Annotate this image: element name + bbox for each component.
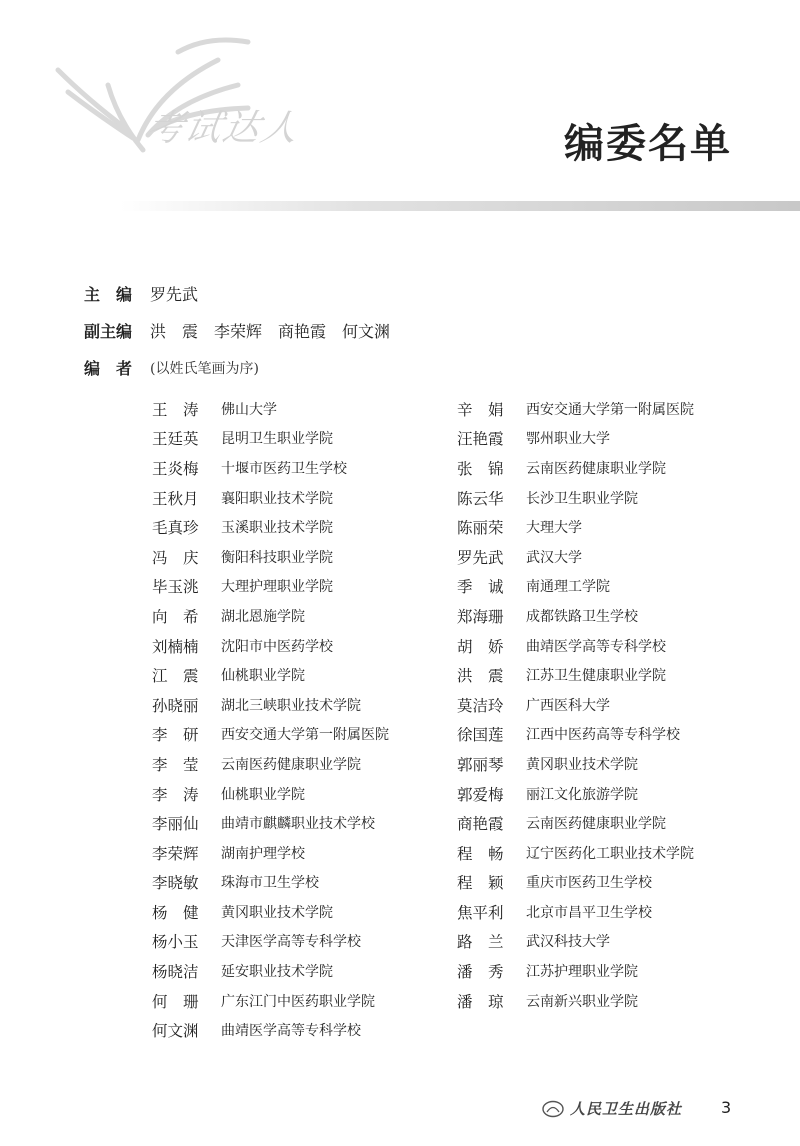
chief-editor-name: 罗先武	[150, 285, 199, 304]
members-left-column	[152, 394, 389, 1045]
members-right-column	[457, 394, 694, 1015]
member-row	[457, 690, 694, 720]
member-name: 潘 琼	[457, 992, 504, 1011]
member-org: 西安交通大学第一附属医院	[526, 401, 694, 418]
member-row	[152, 572, 389, 602]
member-org: 曲靖医学高等专科学校	[221, 1023, 361, 1040]
member-row	[457, 483, 694, 513]
member-org: 长沙卫生职业学院	[526, 490, 638, 507]
member-name: 郭丽琴	[457, 755, 504, 774]
member-name: 何文渊	[152, 1022, 199, 1041]
page-title: 编委名单	[564, 121, 732, 167]
authors-row	[84, 359, 259, 379]
member-org: 广东江门中医药职业学院	[221, 993, 375, 1010]
member-org: 云南医药健康职业学院	[526, 460, 666, 477]
member-org: 南通理工学院	[526, 579, 610, 596]
deputy-editors-label: 副主编	[84, 322, 133, 341]
member-row	[152, 660, 389, 690]
header-divider-bar	[120, 201, 800, 211]
member-name: 李 涛	[152, 785, 199, 804]
publisher-name: 人民卫生出版社	[570, 1100, 683, 1118]
member-name: 王 涛	[152, 400, 199, 419]
member-name: 李荣辉	[152, 844, 199, 863]
member-row	[457, 868, 694, 898]
member-row	[152, 808, 389, 838]
member-org: 仙桃职业学院	[221, 668, 305, 685]
member-name: 徐国莲	[457, 726, 504, 745]
member-row	[457, 897, 694, 927]
chief-editor-names	[150, 285, 198, 305]
deputy-editor-name: 商艳霞	[278, 322, 327, 341]
member-org: 大理大学	[526, 520, 582, 537]
member-name: 商艳霞	[457, 815, 504, 834]
member-row	[457, 542, 694, 572]
member-name: 陈丽荣	[457, 519, 504, 538]
member-row	[457, 453, 694, 483]
member-row	[457, 779, 694, 809]
member-name: 王秋月	[152, 489, 199, 508]
member-org: 广西医科大学	[526, 697, 610, 714]
member-org: 大理护理职业学院	[221, 579, 333, 596]
member-name: 孙晓丽	[152, 696, 199, 715]
member-org: 江西中医药高等专科学校	[526, 727, 680, 744]
member-name: 潘 秀	[457, 963, 504, 982]
member-row	[457, 808, 694, 838]
member-row	[152, 690, 389, 720]
member-row	[152, 897, 389, 927]
member-org: 佛山大学	[221, 401, 277, 418]
member-row	[152, 749, 389, 779]
member-row	[457, 424, 694, 454]
member-row	[152, 838, 389, 868]
member-org: 西安交通大学第一附属医院	[221, 727, 389, 744]
member-name: 路 兰	[457, 933, 504, 952]
member-row	[152, 779, 389, 809]
authors-label: 编 者	[84, 359, 133, 378]
member-org: 黄冈职业技术学院	[526, 756, 638, 773]
deputy-editor-name: 李荣辉	[214, 322, 263, 341]
member-name: 冯 庆	[152, 548, 199, 567]
member-name: 江 震	[152, 667, 199, 686]
member-org: 武汉大学	[526, 549, 582, 566]
member-row	[152, 424, 389, 454]
page-number: 3	[721, 1098, 732, 1117]
member-name: 李 研	[152, 726, 199, 745]
member-name: 洪 震	[457, 667, 504, 686]
member-org: 延安职业技术学院	[221, 964, 333, 981]
member-name: 程 畅	[457, 844, 504, 863]
member-name: 陈云华	[457, 489, 504, 508]
member-row	[457, 572, 694, 602]
member-org: 襄阳职业技术学院	[221, 490, 333, 507]
member-row	[457, 601, 694, 631]
member-name: 郑海珊	[457, 607, 504, 626]
member-row	[152, 601, 389, 631]
member-org: 十堰市医药卫生学校	[221, 460, 347, 477]
member-row	[152, 986, 389, 1016]
member-row	[152, 868, 389, 898]
member-row	[152, 956, 389, 986]
member-org: 鄂州职业大学	[526, 431, 610, 448]
member-name: 王炎梅	[152, 459, 199, 478]
member-org: 云南新兴职业学院	[526, 993, 638, 1010]
deputy-editor-name: 何文渊	[342, 322, 391, 341]
member-org: 湖北三峡职业技术学院	[221, 697, 361, 714]
member-org: 湖北恩施学院	[221, 608, 305, 625]
member-row	[457, 631, 694, 661]
member-row	[457, 512, 694, 542]
member-org: 湖南护理学校	[221, 845, 305, 862]
member-name: 辛 娟	[457, 400, 504, 419]
member-org: 仙桃职业学院	[221, 786, 305, 803]
member-org: 昆明卫生职业学院	[221, 431, 333, 448]
member-name: 郭爱梅	[457, 785, 504, 804]
member-name: 毕玉洮	[152, 578, 199, 597]
member-name: 张 锦	[457, 459, 504, 478]
member-org: 江苏卫生健康职业学院	[526, 668, 666, 685]
member-name: 李晓敏	[152, 874, 199, 893]
member-org: 北京市昌平卫生学校	[526, 904, 652, 921]
member-name: 焦平利	[457, 903, 504, 922]
member-name: 王廷英	[152, 430, 199, 449]
member-org: 武汉科技大学	[526, 934, 610, 951]
member-name: 杨小玉	[152, 933, 199, 952]
member-row	[152, 1015, 389, 1045]
deputy-editor-name: 洪 震	[150, 322, 199, 341]
member-name: 毛真珍	[152, 519, 199, 538]
member-name: 杨 健	[152, 903, 199, 922]
logo-text: 考试达人	[143, 108, 304, 149]
member-row	[152, 453, 389, 483]
member-org: 辽宁医药化工职业技术学院	[526, 845, 694, 862]
publisher-logo-icon	[542, 1100, 564, 1118]
member-org: 曲靖市麒麟职业技术学校	[221, 816, 375, 833]
member-name: 杨晓洁	[152, 963, 199, 982]
member-org: 江苏护理职业学院	[526, 964, 638, 981]
member-row	[457, 720, 694, 750]
member-name: 程 颖	[457, 874, 504, 893]
member-name: 向 希	[152, 607, 199, 626]
member-row	[457, 749, 694, 779]
authors-order-note: (以姓氏笔画为序)	[150, 361, 259, 377]
member-org: 云南医药健康职业学院	[526, 816, 666, 833]
member-row	[457, 660, 694, 690]
chief-editor-label: 主 编	[84, 285, 133, 304]
member-org: 黄冈职业技术学院	[221, 904, 333, 921]
member-name: 李 莹	[152, 755, 199, 774]
member-row	[152, 394, 389, 424]
member-name: 汪艳霞	[457, 430, 504, 449]
member-org: 沈阳市中医药学校	[221, 638, 333, 655]
member-org: 玉溪职业技术学院	[221, 520, 333, 537]
member-org: 珠海市卫生学校	[221, 875, 319, 892]
member-name: 罗先武	[457, 548, 504, 567]
member-row	[457, 956, 694, 986]
member-row	[457, 394, 694, 424]
member-row	[152, 720, 389, 750]
member-org: 衡阳科技职业学院	[221, 549, 333, 566]
deputy-editors-row	[84, 322, 390, 342]
member-org: 成都铁路卫生学校	[526, 608, 638, 625]
member-row	[152, 631, 389, 661]
member-org: 曲靖医学高等专科学校	[526, 638, 666, 655]
member-row	[152, 483, 389, 513]
deputy-editors-names	[150, 322, 390, 342]
member-row	[152, 542, 389, 572]
member-row	[152, 927, 389, 957]
member-org: 重庆市医药卫生学校	[526, 875, 652, 892]
member-org: 云南医药健康职业学院	[221, 756, 361, 773]
member-row	[457, 986, 694, 1016]
member-name: 莫洁玲	[457, 696, 504, 715]
publisher	[542, 1098, 682, 1119]
chief-editor-row	[84, 285, 198, 305]
member-row	[457, 927, 694, 957]
member-org: 天津医学高等专科学校	[221, 934, 361, 951]
member-name: 季 诚	[457, 578, 504, 597]
member-name: 刘楠楠	[152, 637, 199, 656]
member-name: 何 珊	[152, 992, 199, 1011]
member-name: 胡 娇	[457, 637, 504, 656]
member-name: 李丽仙	[152, 815, 199, 834]
member-row	[152, 512, 389, 542]
member-row	[457, 838, 694, 868]
member-org: 丽江文化旅游学院	[526, 786, 638, 803]
